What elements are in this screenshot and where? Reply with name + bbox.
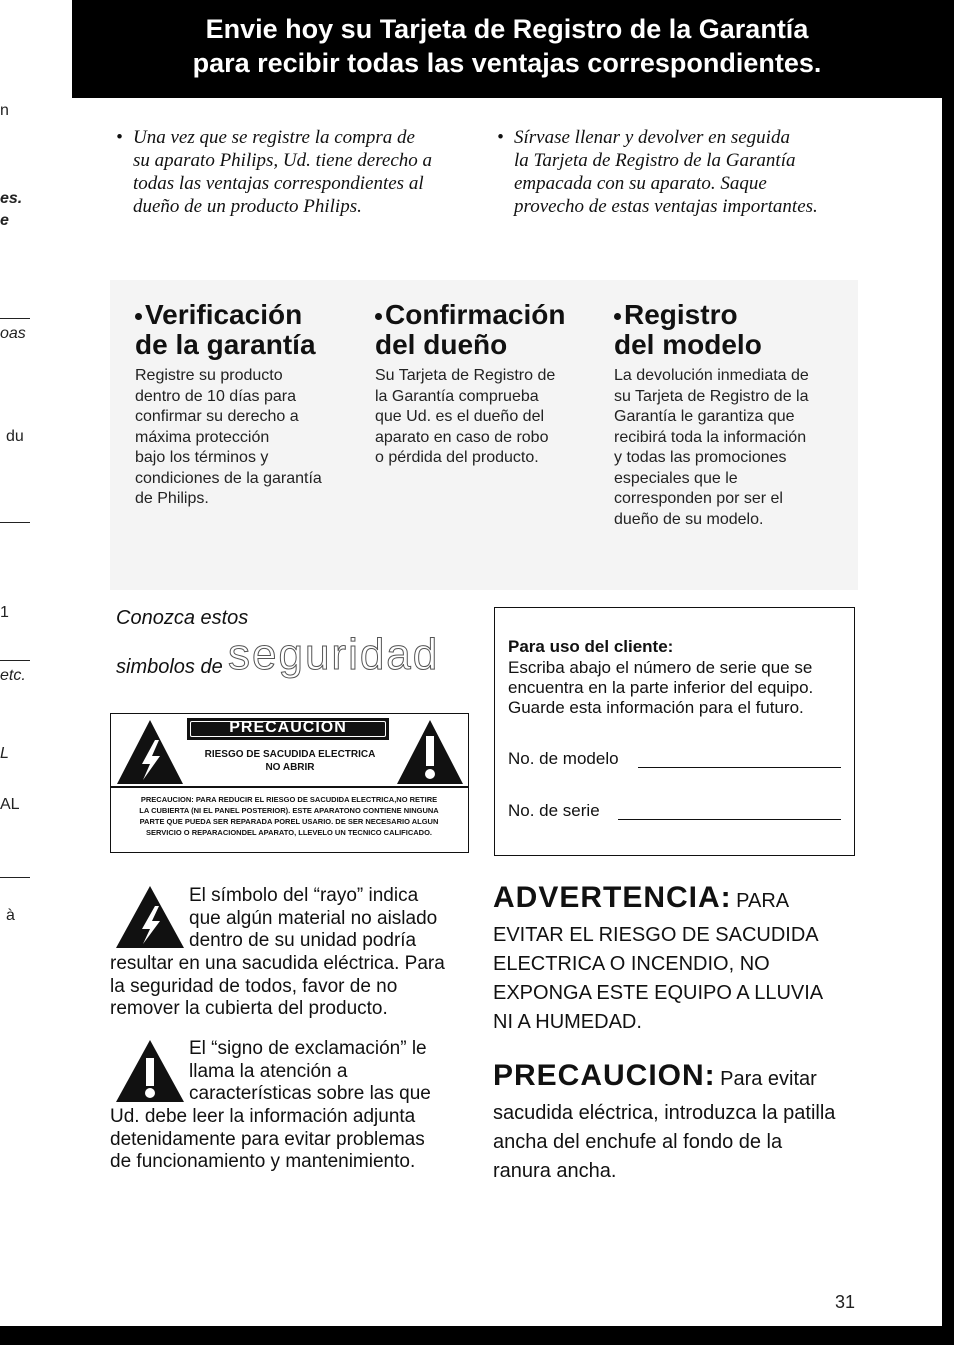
text-line: ranura ancha.	[493, 1160, 617, 1182]
customer-text	[508, 658, 848, 718]
header-line-1: Envie hoy su Tarjeta de Registro de la Garantía	[205, 14, 809, 44]
lightning-text-bottom	[110, 953, 480, 1021]
margin-fragment: à	[6, 907, 15, 924]
advertencia-lead: PARA	[736, 890, 790, 912]
precaucion-text	[493, 1099, 913, 1186]
precaucion-head: PRECAUCION:	[493, 1059, 716, 1092]
text-line: Su Tarjeta de Registro de	[375, 367, 556, 384]
advertencia-text	[493, 921, 913, 1037]
text-line: Registre su producto	[135, 367, 283, 384]
text-line: de funcionamiento y mantenimiento.	[110, 1151, 416, 1172]
text-line: que Ud. es el dueño del	[375, 408, 545, 425]
margin-rule	[0, 877, 30, 878]
margin-fragment: etc.	[0, 667, 26, 684]
margin-fragment: oas	[0, 325, 26, 342]
intro-right-text	[514, 126, 818, 218]
fine-line: PARTE QUE PUEDA SER REPARADA POREL USARIO. DE SER NECESARIO ALGUN	[139, 817, 439, 826]
caution-banner-text: PRECAUCION	[229, 719, 347, 736]
exclamation-triangle-icon	[114, 1038, 186, 1104]
text-line: El “signo de exclamación” le	[189, 1038, 427, 1059]
precaucion-lead: Para evitar	[720, 1068, 817, 1090]
margin-fragment: AL	[0, 796, 20, 813]
advertencia-block	[493, 880, 913, 1037]
bullet-dot	[614, 313, 621, 320]
model-number-label: No. de modelo	[508, 749, 619, 768]
serial-number-label: No. de serie	[508, 801, 600, 820]
text-line: detenidamente para evitar problemas	[110, 1128, 425, 1150]
fine-line: PRECAUCION: PARA REDUCIR EL RIESGO DE SACUDIDA ELECTRICA,NO RETIRE	[140, 795, 438, 804]
text-line: Ud. debe leer la información adjunta	[110, 1106, 416, 1127]
benefit-title-2: del modelo	[614, 329, 762, 360]
intro-right	[497, 126, 867, 226]
intro-left-text	[133, 126, 432, 218]
bullet: •	[497, 127, 504, 148]
text-line: La devolución inmediata de	[614, 367, 809, 384]
advertencia-heading	[493, 880, 913, 921]
text-line: condiciones de la garantía	[135, 469, 322, 487]
text-line: llama la atención a	[189, 1060, 348, 1082]
benefit-text	[375, 366, 600, 469]
symbols-line-1: Conozca estos	[116, 607, 249, 629]
margin-fragment: n	[0, 102, 9, 119]
text-line: que algún material no aislado	[189, 907, 438, 929]
text-line: la Garantía comprueba	[375, 387, 539, 405]
header-banner	[72, 0, 942, 98]
caution-sub-2: NO ABRIR	[265, 762, 315, 773]
text-line: Una vez que se registre la compra de	[133, 127, 415, 148]
text-line: o pérdida del producto.	[375, 449, 539, 466]
caution-divider	[111, 786, 468, 788]
text-line: sacudida eléctrica, introduzca la patilla	[493, 1102, 836, 1124]
bottom-edge-bar	[0, 1326, 954, 1345]
benefit-warranty-verification	[135, 300, 360, 510]
text-line: de Philips.	[135, 490, 209, 507]
text-line: El símbolo del “rayo” indica	[189, 885, 419, 906]
text-line: EVITAR EL RIESGO DE SACUDIDA	[493, 924, 819, 946]
text-line: dueño de un producto Philips.	[133, 196, 362, 217]
text-line: remover la cubierta del producto.	[110, 998, 388, 1019]
margin-fragment: es.	[0, 190, 23, 207]
text-line: Sírvase llenar y devolver en seguida	[514, 127, 790, 148]
seguridad-outline-word: seguridad	[228, 630, 440, 679]
benefit-title-2: de la garantía	[135, 329, 316, 360]
margin-rule	[0, 318, 30, 319]
benefit-title	[614, 300, 854, 330]
intro-left	[116, 126, 486, 226]
bullet-dot	[375, 313, 382, 320]
exclamation-text-top	[189, 1038, 469, 1106]
bullet: •	[116, 127, 123, 148]
lightning-triangle-icon	[115, 718, 185, 786]
benefit-model-registration	[614, 300, 854, 530]
text-line: ELECTRICA O INCENDIO, NO	[493, 953, 770, 975]
lightning-text-top	[189, 885, 469, 953]
text-line: dueño de su modelo.	[614, 510, 764, 528]
text-line: dentro de 10 días para	[135, 387, 297, 405]
header-line-2: para recibir todas las ventajas correspondientes.	[192, 48, 822, 78]
page-number: 31	[835, 1292, 856, 1312]
benefit-owner-confirmation	[375, 300, 600, 469]
text-line: confirmar su derecho a	[135, 408, 299, 425]
text-line: EXPONGA ESTE EQUIPO A LLUVIA	[493, 982, 824, 1004]
text-line: Garantía le garantiza que	[614, 408, 795, 425]
caution-fine-print	[117, 794, 461, 838]
benefit-title	[375, 300, 600, 330]
margin-fragment: du	[6, 428, 24, 445]
text-line: resultar en una sacudida eléctrica. Para	[110, 953, 445, 974]
benefit-title	[135, 300, 360, 330]
serial-number-field[interactable]	[618, 819, 841, 820]
text-line: encuentra en la parte inferior del equipo.	[508, 678, 814, 697]
benefit-text	[614, 366, 854, 530]
margin-fragment: e	[0, 212, 9, 229]
text-line: ancha del enchufe al fondo de la	[493, 1131, 783, 1153]
text-line: la seguridad de todos, favor de no	[110, 975, 398, 997]
right-edge-bar	[942, 0, 954, 1345]
text-line: especiales que le	[614, 469, 738, 487]
text-line: su Tarjeta de Registro de la	[614, 387, 809, 405]
text-line: y todas las promociones	[614, 449, 787, 466]
precaucion-heading	[493, 1058, 913, 1099]
text-line: máxima protección	[135, 428, 270, 446]
text-line: bajo los términos y	[135, 449, 269, 466]
customer-heading: Para uso del cliente:	[508, 637, 674, 656]
text-line: Escriba abajo el número de serie que se	[508, 658, 813, 677]
text-line: dentro de su unidad podría	[189, 930, 417, 951]
fine-line: LA CUBIERTA (NI EL PANEL POSTERIOR). ESTE APARATONO CONTIENE NINGUNA	[139, 806, 439, 815]
text-line: NI A HUMEDAD.	[493, 1011, 642, 1033]
fine-line: SERVICIO O REPARACIONDEL APARATO, LLEVELO UN TECNICO CALIFICADO.	[146, 828, 432, 837]
benefit-title-2: del dueño	[375, 329, 508, 360]
model-number-field[interactable]	[638, 767, 841, 768]
title-line-1: Registro	[624, 299, 738, 330]
margin-rule	[0, 660, 30, 661]
text-line: la Tarjeta de Registro de la Garantía	[514, 150, 796, 171]
text-line: Guarde esta información para el futuro.	[508, 698, 804, 717]
lightning-triangle-icon	[114, 884, 186, 950]
margin-rule	[0, 522, 30, 523]
advertencia-head: ADVERTENCIA:	[493, 881, 732, 914]
text-line: provecho de estas ventajas importantes.	[514, 196, 818, 217]
customer-info-box	[494, 607, 855, 856]
text-line: recibirá toda la información	[614, 428, 807, 446]
precaucion-block	[493, 1058, 913, 1186]
symbols-line-2: simbolos de	[116, 656, 223, 678]
exclamation-triangle-icon	[395, 718, 465, 786]
bullet-dot	[135, 313, 142, 320]
text-line: aparato en caso de robo	[375, 428, 549, 446]
caution-label	[110, 713, 469, 853]
text-line: corresponden por ser el	[614, 490, 783, 507]
caution-sub	[187, 748, 393, 774]
title-line-1: Confirmación	[385, 299, 566, 330]
exclamation-text-bottom	[110, 1106, 480, 1174]
text-line: todas las ventajas correspondientes al	[133, 173, 424, 194]
title-line-1: Verificación	[145, 299, 303, 330]
text-line: características sobre las que	[189, 1083, 431, 1104]
text-line: su aparato Philips, Ud. tiene derecho a	[133, 150, 433, 171]
text-line: empacada con su aparato. Saque	[514, 173, 767, 194]
margin-fragment: 1	[0, 604, 9, 621]
margin-fragment: L	[0, 745, 9, 762]
benefit-text	[135, 366, 360, 510]
caution-banner	[187, 718, 389, 740]
caution-sub-1: RIESGO DE SACUDIDA ELECTRICA	[204, 749, 376, 760]
